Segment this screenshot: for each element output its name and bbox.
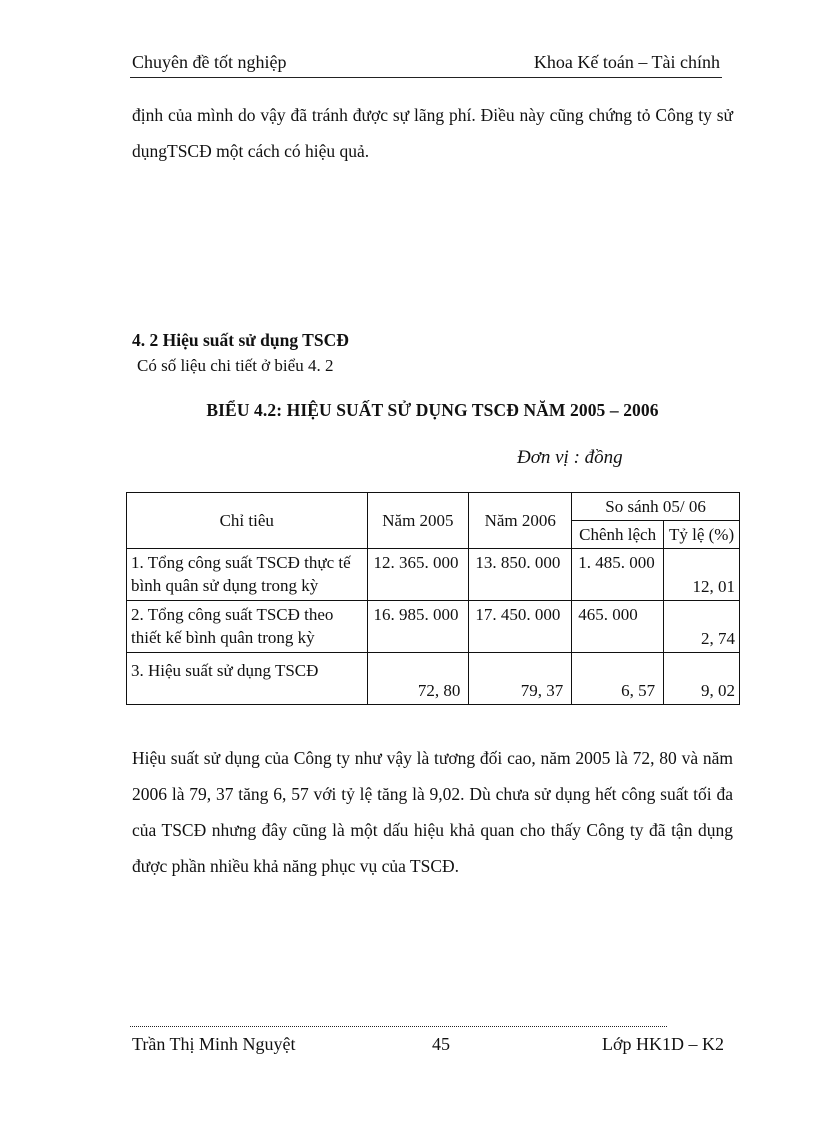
table-row (127, 653, 740, 705)
footer-author: Trần Thị Minh Nguyệt (132, 1034, 296, 1054)
row-2-difference: 465. 000 (572, 601, 664, 653)
row-2-year-2005: 16. 985. 000 (367, 601, 469, 653)
header-difference: Chênh lệch (572, 521, 664, 549)
row-3-year-2005: 72, 80 (367, 653, 469, 705)
row-1-difference: 1. 485. 000 (572, 549, 664, 601)
row-2-year-2006: 17. 450. 000 (469, 601, 572, 653)
header-year-2006: Năm 2006 (469, 493, 572, 549)
row-3-ratio: 9, 02 (664, 653, 740, 705)
table-title: BIỂU 4.2: HIỆU SUẤT SỬ DỤNG TSCĐ NĂM 2005 – 2006 (206, 400, 659, 420)
efficiency-table (126, 492, 740, 705)
row-2-indicator: 2. Tổng công suất TSCĐ theo thiết kế bình quân trong kỳ (127, 601, 368, 653)
unit-label: Đơn vị : đồng (517, 447, 623, 468)
header-ratio: Tỷ lệ (%) (664, 521, 740, 549)
section-note: Có số liệu chi tiết ở biểu 4. 2 (137, 356, 334, 375)
header-divider (130, 77, 722, 78)
header-indicator: Chỉ tiêu (127, 493, 368, 549)
page-number: 45 (432, 1034, 450, 1054)
row-1-year-2005: 12. 365. 000 (367, 549, 469, 601)
header-compare: So sánh 05/ 06 (572, 493, 740, 521)
row-3-indicator: 3. Hiệu suất sử dụng TSCĐ (127, 653, 368, 705)
header-year-2005: Năm 2005 (367, 493, 469, 549)
section-heading: 4. 2 Hiệu suất sử dụng TSCĐ (132, 330, 349, 350)
table-row (127, 601, 740, 653)
row-1-indicator: 1. Tổng công suất TSCĐ thực tế bình quân sử dụng trong kỳ (127, 549, 368, 601)
footer-divider (130, 1026, 667, 1027)
row-3-difference: 6, 57 (572, 653, 664, 705)
row-3-year-2006: 79, 37 (469, 653, 572, 705)
table-header-row (127, 493, 740, 521)
row-1-ratio: 12, 01 (664, 549, 740, 601)
footer-class: Lớp HK1D – K2 (601, 1034, 724, 1054)
row-2-ratio: 2, 74 (664, 601, 740, 653)
header-left: Chuyên đề tốt nghiệp (132, 52, 287, 72)
paragraph-1: định của mình do vậy đã tránh được sự lãng phí. Điều này cũng chứng tỏ Công ty sử dụngTSCĐ một cách có hiệu quả. (132, 105, 733, 161)
header-right: Khoa Kế toán – Tài chính (533, 52, 720, 72)
row-1-year-2006: 13. 850. 000 (469, 549, 572, 601)
table-row (127, 549, 740, 601)
paragraph-2: Hiệu suất sử dụng của Công ty như vậy là tương đối cao, năm 2005 là 72, 80 và năm 2006 là 79, 37 tăng 6, 57 với tỷ lệ tăng là 9,02. Dù chưa sử dụng hết công suất tối đa của TSCĐ nhưng đây cũng là một dấu hiệu khả quan cho thấy Công ty đã tận dụng được phần nhiều khả năng phục vụ của TSCĐ. (132, 748, 733, 876)
